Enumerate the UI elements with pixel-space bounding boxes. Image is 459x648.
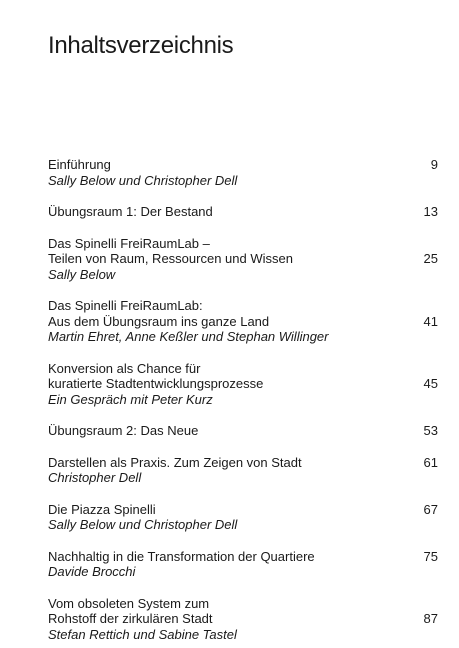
toc-entry-page-number: 25 <box>423 251 438 266</box>
toc-entry-author: Christopher Dell <box>48 470 142 485</box>
toc-entry-author: Sally Below und Christopher Dell <box>48 517 238 532</box>
toc-entry <box>48 423 438 439</box>
toc-entry-title-line: Einführung <box>48 157 111 172</box>
toc-entry-author: Sally Below <box>48 266 116 282</box>
toc-entry-page-number: 53 <box>423 423 438 438</box>
toc-entry-title-line: Teilen von Raum, Ressourcen und Wissen <box>48 251 293 266</box>
table-of-contents <box>48 157 438 642</box>
page-title: Inhaltsverzeichnis <box>48 32 234 60</box>
toc-entry <box>48 236 438 283</box>
toc-entry-title-line: Darstellen als Praxis. Zum Zeigen von Stadt <box>48 454 302 470</box>
toc-entry-page-number: 45 <box>423 376 438 391</box>
toc-entry-author: Stefan Rettich und Sabine Tastel <box>48 626 237 642</box>
toc-entry <box>48 549 438 580</box>
toc-entry-title-line: Übungsraum 1: Der Bestand <box>48 204 213 219</box>
toc-entry-author: Sally Below und Christopher Dell <box>48 172 238 188</box>
toc-entry <box>48 596 438 643</box>
toc-entry-title-line: Die Piazza Spinelli <box>48 501 156 517</box>
toc-entry <box>48 204 438 220</box>
toc-entry-title-line: Rohstoff der zirkulären Stadt <box>48 611 213 626</box>
toc-entry-page-number: 9 <box>430 157 438 172</box>
toc-entry <box>48 361 438 408</box>
toc-entry <box>48 502 438 533</box>
toc-entry-author: Davide Brocchi <box>48 564 136 579</box>
toc-entry-title-line: Das Spinelli FreiRaumLab: <box>48 298 203 313</box>
toc-entry-page-number: 87 <box>423 611 438 626</box>
toc-entry-author: Ein Gespräch mit Peter Kurz <box>48 391 213 407</box>
toc-entry-page-number: 41 <box>423 313 438 329</box>
toc-entry <box>48 455 438 486</box>
toc-entry-title-line: Vom obsoleten System zum <box>48 595 210 611</box>
toc-entry <box>48 157 438 188</box>
toc-entry-title-line: Nachhaltig in die Transformation der Quartiere <box>48 548 315 564</box>
toc-entry <box>48 298 438 345</box>
toc-entry-page-number: 61 <box>423 454 438 470</box>
toc-entry-title-line: Aus dem Übungsraum ins ganze Land <box>48 313 270 329</box>
toc-entry-title-line: kuratierte Stadtentwicklungsprozesse <box>48 376 264 391</box>
toc-entry-page-number: 67 <box>423 501 438 517</box>
toc-entry-title-line: Konversion als Chance für <box>48 360 201 376</box>
toc-entry-title-line: Das Spinelli FreiRaumLab – <box>48 235 210 251</box>
toc-entry-author: Martin Ehret, Anne Keßler und Stephan Willinger <box>48 329 329 344</box>
toc-entry-title-line: Übungsraum 2: Das Neue <box>48 423 199 438</box>
toc-entry-page-number: 13 <box>423 204 438 219</box>
toc-entry-page-number: 75 <box>423 548 438 564</box>
